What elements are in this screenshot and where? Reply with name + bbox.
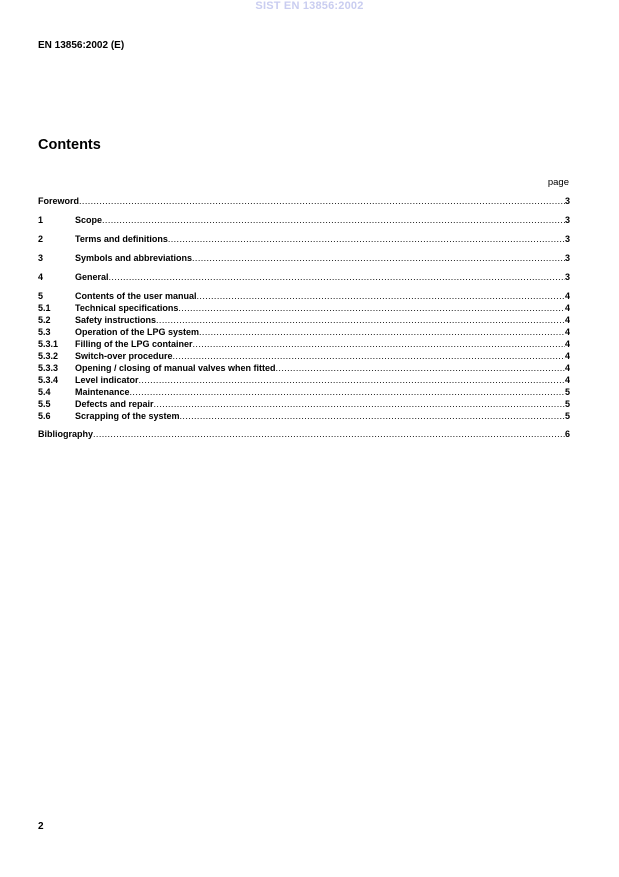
- toc-leader: [154, 398, 565, 410]
- toc-leader: [102, 214, 565, 226]
- toc-entry-page: 3: [564, 234, 570, 244]
- toc-leader: [180, 410, 565, 422]
- toc-entry-maintenance[interactable]: [38, 386, 570, 398]
- toc-leader: [178, 302, 565, 314]
- toc-entry-page: 3: [564, 272, 570, 282]
- toc-entry-title: Level indicator: [75, 375, 139, 385]
- toc-entry-terms[interactable]: [38, 233, 570, 245]
- toc-entry-number: 5.2: [38, 315, 51, 325]
- toc-entry-page: 4: [564, 363, 570, 373]
- toc-leader: [156, 314, 565, 326]
- page-column-label: page: [547, 177, 569, 188]
- toc-entry-number: 5.6: [38, 411, 51, 421]
- toc-entry-page: 5: [564, 387, 570, 397]
- toc-entry-title: Maintenance: [75, 387, 130, 397]
- toc-leader: [168, 233, 565, 245]
- toc-entry-technical-specifications[interactable]: [38, 302, 570, 314]
- toc-leader: [199, 326, 565, 338]
- toc-entry-page: 5: [564, 399, 570, 409]
- toc-leader: [192, 252, 565, 264]
- toc-entry-page: 4: [564, 375, 570, 385]
- toc-entry-title: General: [75, 272, 109, 282]
- toc-entry-page: 4: [564, 315, 570, 325]
- toc-entry-page: 3: [564, 215, 570, 225]
- toc-entry-number: 1: [38, 215, 44, 225]
- toc-entry-defects[interactable]: [38, 398, 570, 410]
- toc-entry-page: 4: [564, 351, 570, 361]
- toc-entry-title: Safety instructions: [75, 315, 157, 325]
- toc-entry-number: 5.3.3: [38, 363, 59, 373]
- toc-entry-manual-valves[interactable]: [38, 362, 570, 374]
- toc-leader: [130, 386, 565, 398]
- toc-leader: [109, 271, 565, 283]
- toc-leader: [93, 428, 565, 440]
- toc-entry-title: Scrapping of the system: [75, 411, 180, 421]
- toc-entry-page: 3: [564, 253, 570, 263]
- toc-entry-page: 5: [564, 411, 570, 421]
- toc-entry-operation[interactable]: [38, 326, 570, 338]
- toc-entry-number: 5.3: [38, 327, 51, 337]
- toc-leader: [197, 290, 565, 302]
- toc-entry-title: Scope: [75, 215, 103, 225]
- toc-entry-level-indicator[interactable]: [38, 374, 570, 386]
- toc-entry-general[interactable]: [38, 271, 570, 283]
- toc-entry-number: 5.5: [38, 399, 51, 409]
- toc-entry-number: 5: [38, 291, 44, 301]
- toc-entry-number: 4: [38, 272, 44, 282]
- toc-leader: [139, 374, 565, 386]
- toc-entry-title: Defects and repair: [75, 399, 154, 409]
- toc-entry-title: Technical specifications: [75, 303, 179, 313]
- toc-entry-number: 5.1: [38, 303, 51, 313]
- toc-entry-page: 4: [564, 327, 570, 337]
- watermark: SIST EN 13856:2002: [255, 0, 364, 12]
- toc-entry-filling[interactable]: [38, 338, 570, 350]
- toc-entry-bibliography[interactable]: [38, 428, 570, 440]
- toc-entry-page: 4: [564, 303, 570, 313]
- toc-entry-title: Filling of the LPG container: [75, 339, 193, 349]
- toc-leader: [193, 338, 565, 350]
- toc-leader: [173, 350, 565, 362]
- toc-entry-title: Foreword: [38, 196, 80, 206]
- contents-heading: Contents: [38, 137, 101, 153]
- toc-leader: [79, 195, 565, 207]
- toc-entry-title: Operation of the LPG system: [75, 327, 200, 337]
- toc-entry-number: 5.3.1: [38, 339, 59, 349]
- toc-entry-scope[interactable]: [38, 214, 570, 226]
- toc-leader: [276, 362, 565, 374]
- toc-entry-number: 5.4: [38, 387, 51, 397]
- toc-entry-switch-over[interactable]: [38, 350, 570, 362]
- toc-entry-number: 3: [38, 253, 44, 263]
- toc-entry-title: Contents of the user manual: [75, 291, 197, 301]
- toc-entry-title: Bibliography: [38, 429, 94, 439]
- toc-entry-number: 2: [38, 234, 44, 244]
- toc-entry-title: Switch-over procedure: [75, 351, 173, 361]
- toc-entry-title: Opening / closing of manual valves when fitted: [75, 363, 276, 373]
- toc-entry-symbols[interactable]: [38, 252, 570, 264]
- toc-entry-page: 3: [564, 196, 570, 206]
- toc-entry-title: Symbols and abbreviations: [75, 253, 193, 263]
- page-number: 2: [38, 821, 44, 832]
- toc-entry-number: 5.3.2: [38, 351, 59, 361]
- toc-entry-user-manual[interactable]: [38, 290, 570, 302]
- toc-entry-title: Terms and definitions: [75, 234, 168, 244]
- toc-entry-number: 5.3.4: [38, 375, 59, 385]
- table-of-contents: [38, 195, 570, 440]
- toc-entry-safety-instructions[interactable]: [38, 314, 570, 326]
- toc-entry-page: 4: [564, 339, 570, 349]
- toc-entry-foreword[interactable]: [38, 195, 570, 207]
- toc-entry-scrapping[interactable]: [38, 410, 570, 422]
- toc-entry-page: 4: [564, 291, 570, 301]
- document-id: EN 13856:2002 (E): [38, 40, 125, 51]
- toc-entry-page: 6: [564, 429, 570, 439]
